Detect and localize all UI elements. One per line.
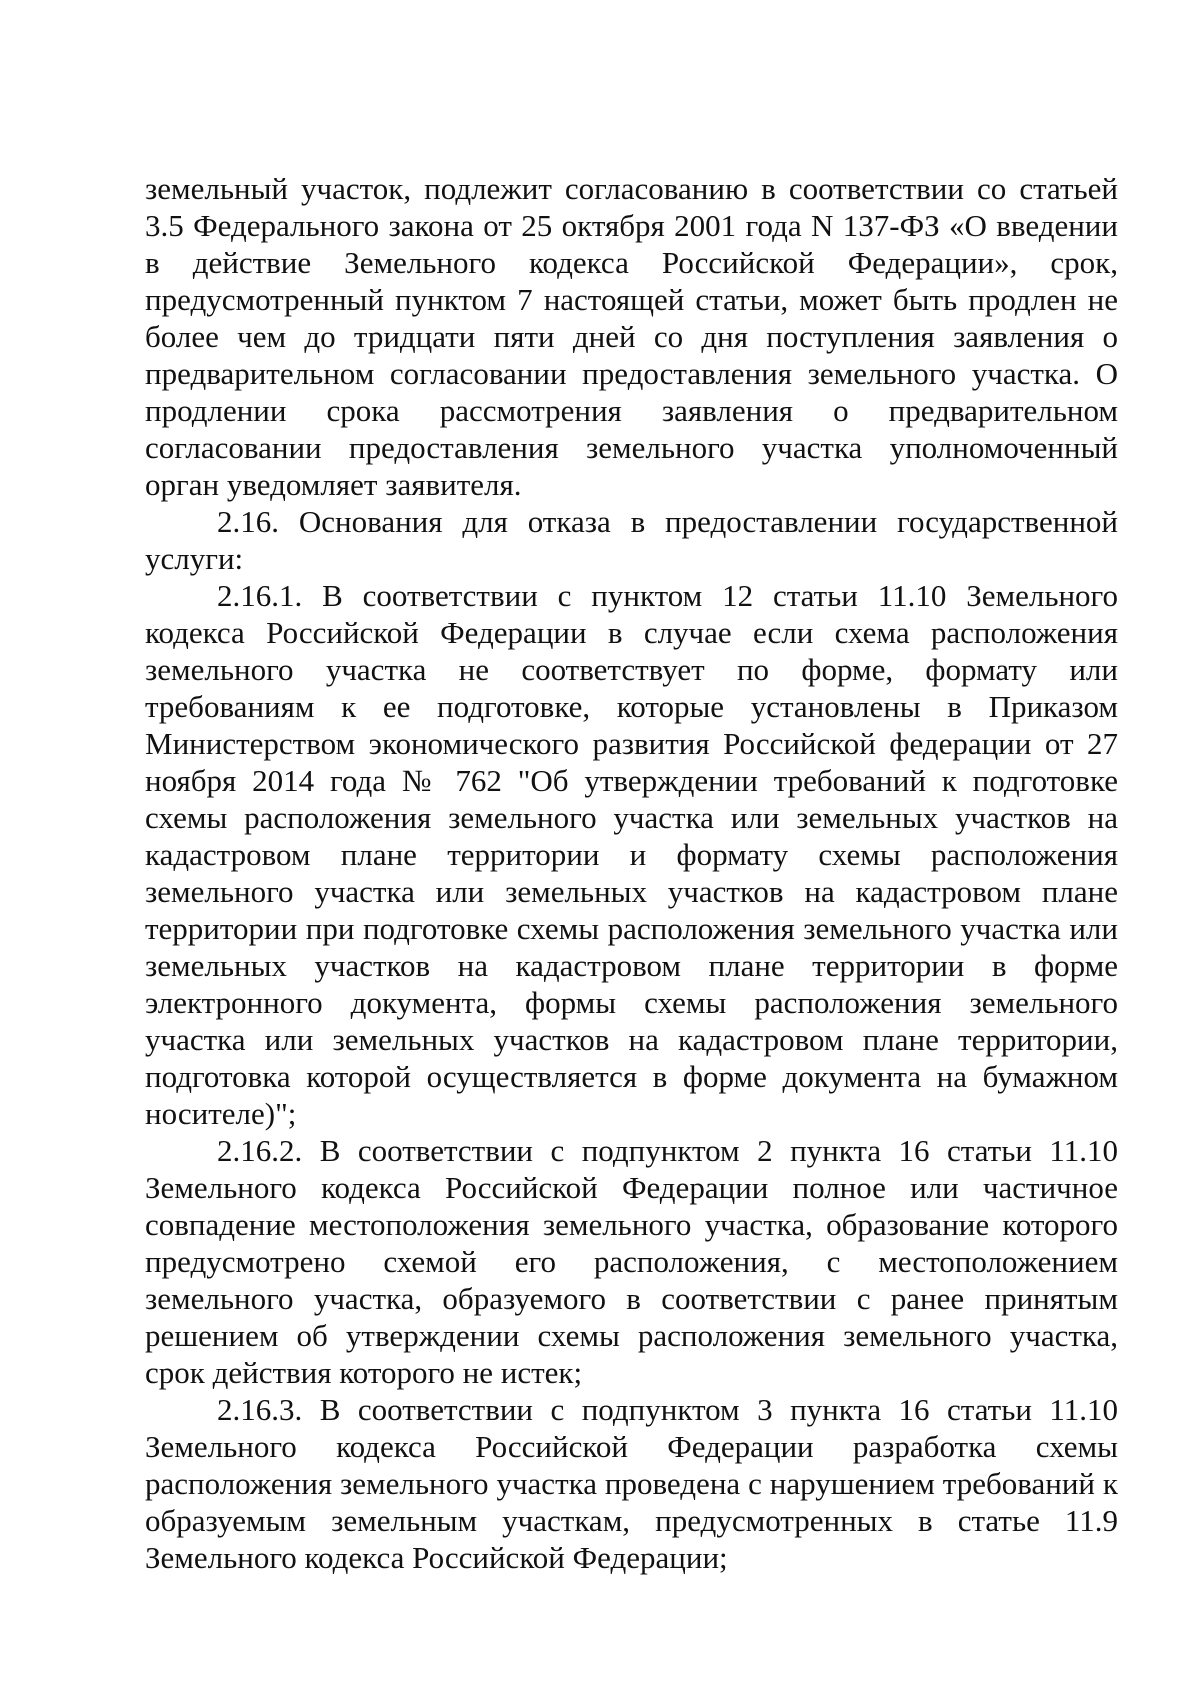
document-page xyxy=(145,170,1118,1576)
paragraph-2-16-2: 2.16.2. В соответствии с подпунктом 2 пункта 16 статьи 11.10 Земельного кодекса Российской Федерации полное или частичное совпадение местоположения земельного участка, образование которого предусмотрено схемой его расположения, с местоположением земельного участка, образуемого в соответствии с ранее принятым решением об утверждении схемы расположения земельного участка, срок действия которого не истек; xyxy=(145,1133,1118,1390)
paragraph-continuation: земельный участок, подлежит согласованию в соответствии со статьей 3.5 Федерального закона от 25 октября 2001 года N 137-ФЗ «О введении в действие Земельного кодекса Российской Федерации», срок, предусмотренный пунктом 7 настоящей статьи, может быть продлен не более чем до тридцати пяти дней со дня поступления заявления о предварительном согласовании предоставления земельного участка. О продлении срока рассмотрения заявления о предварительном согласовании предоставления земельного участка уполномоченный орган уведомляет заявителя. xyxy=(145,171,1118,502)
paragraph-2-16: 2.16. Основания для отказа в предоставлении государственной услуги: xyxy=(145,504,1118,576)
paragraph-2-16-1: 2.16.1. В соответствии с пунктом 12 статьи 11.10 Земельного кодекса Российской Федерации в случае если схема расположения земельного участка не соответствует по форме, формату или требованиям к ее подготовке, которые установлены в Приказом Министерством экономического развития Российской федерации от 27 ноября 2014 года № 762 "Об утверждении требований к подготовке схемы расположения земельного участка или земельных участков на кадастровом плане территории и формату схемы расположения земельного участка или земельных участков на кадастровом плане территории при подготовке схемы расположения земельного участка или земельных участков на кадастровом плане территории в форме электронного документа, формы схемы расположения земельного участка или земельных участков на кадастровом плане территории, подготовка которой осуществляется в форме документа на бумажном носителе)"; xyxy=(145,578,1118,1131)
paragraph-2-16-3: 2.16.3. В соответствии с подпунктом 3 пункта 16 статьи 11.10 Земельного кодекса Российской Федерации разработка схемы расположения земельного участка проведена с нарушением требований к образуемым земельным участкам, предусмотренных в статье 11.9 Земельного кодекса Российской Федерации; xyxy=(145,1392,1118,1575)
